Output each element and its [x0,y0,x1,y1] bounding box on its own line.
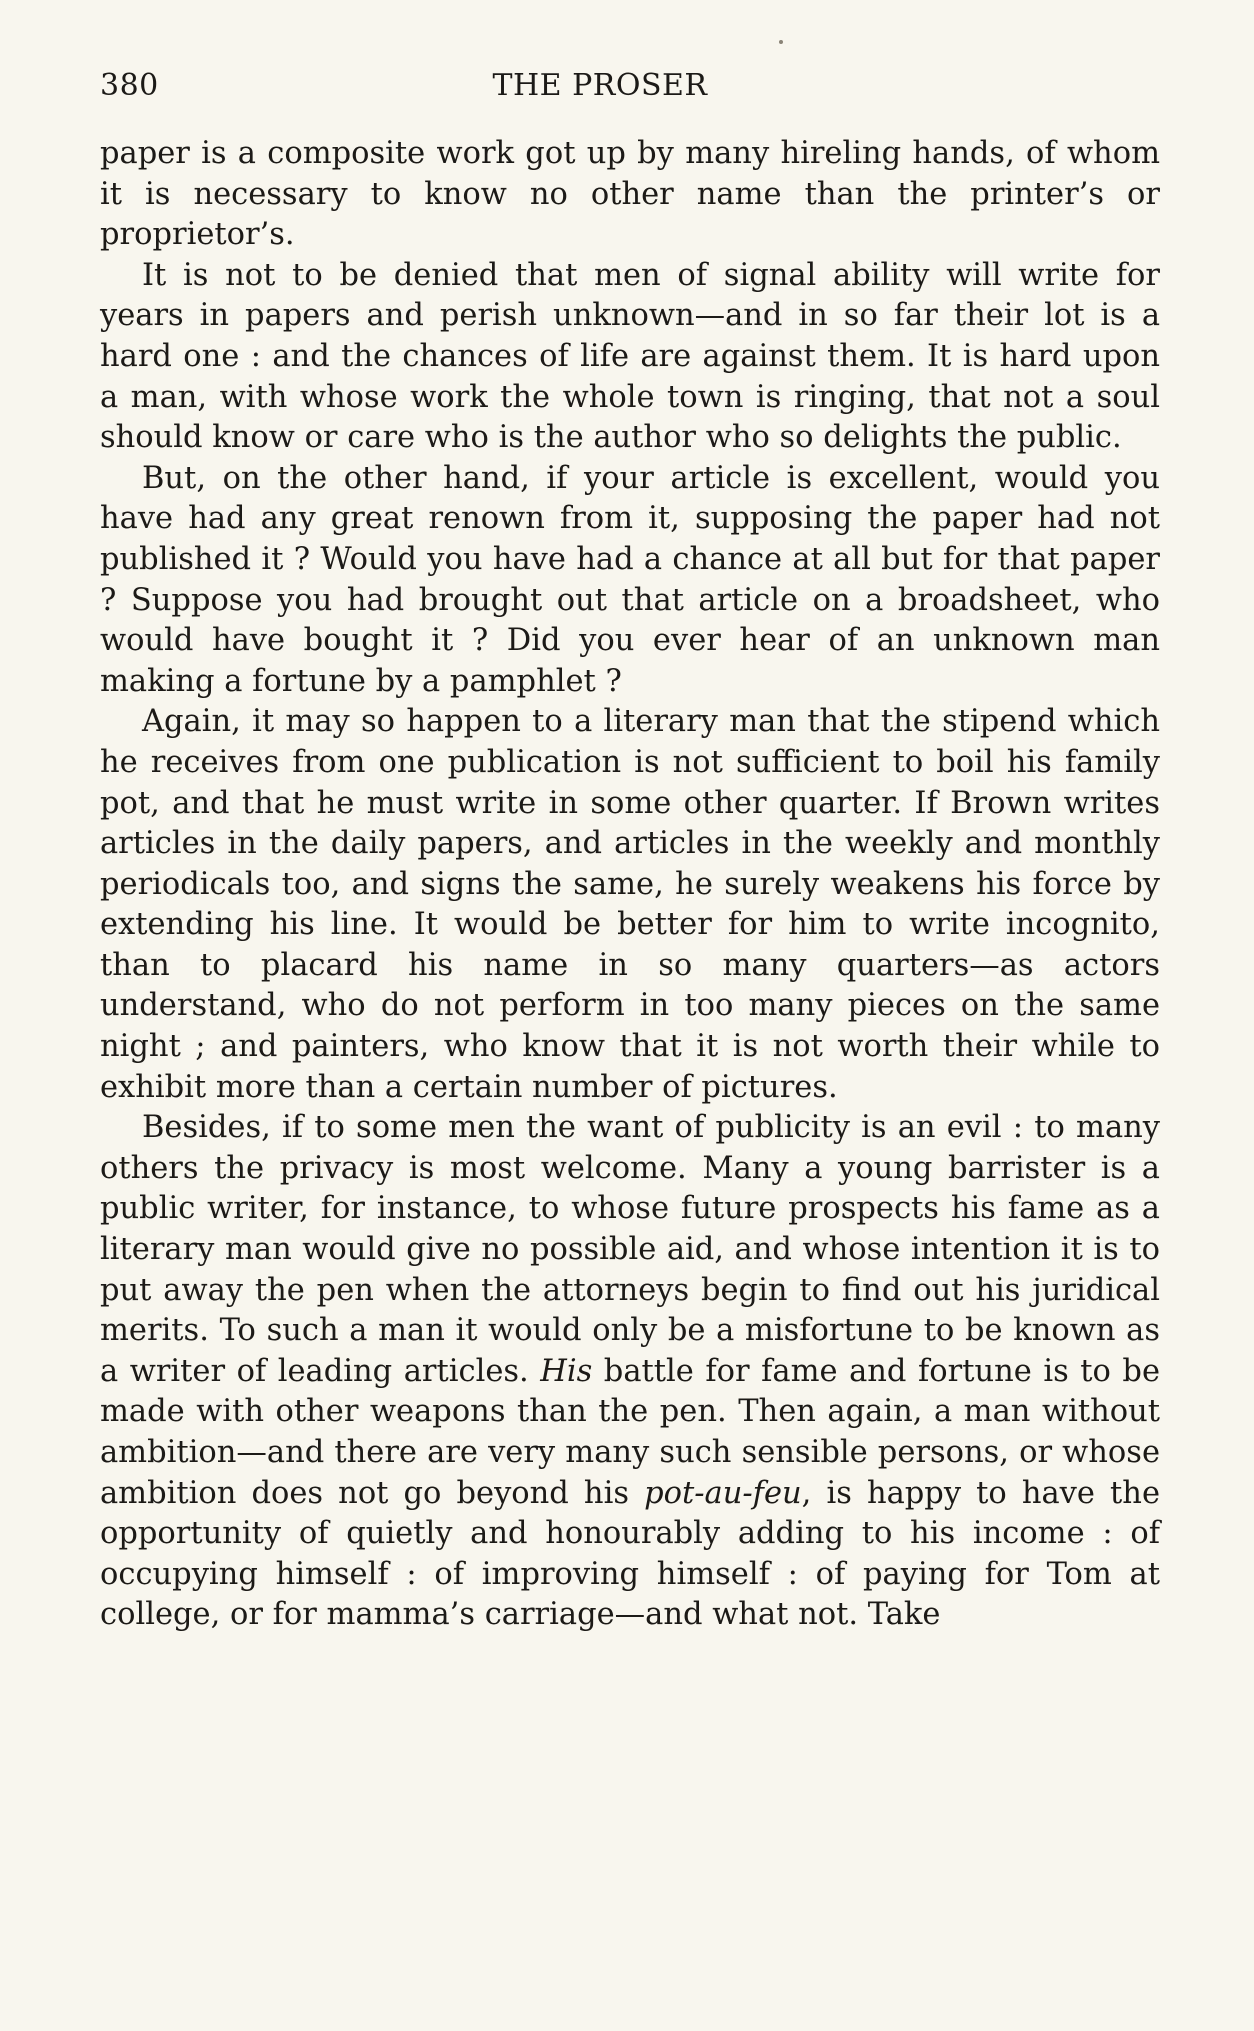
paragraph-4: Again, it may so happen to a literary man that the stipend which he receives from one publication is not sufficient to boil his family pot, and that he must write in some other quarter. If Brown writes articles in the daily papers, and articles in the weekly and monthly periodicals too, and signs the same, he surely weakens his force by extending his line. It would be better for him to write incognito, than to placard his name in so many quarters—as actors understand, who do not perform in too many pieces on the same night ; and painters, who know that it is not worth their while to exhibit more than a certain number of pictures. [100,704,1160,1105]
paragraph-5-part-1: Besides, if to some men the want of publicity is an evil : to many others the privacy is most welcome. Many a young barrister is a public writer, for instance, to whose future prospects his fame as a literary man would give no possible aid, and whose intention it is to put away the pen when the attorneys begin to find out his juridical merits. To such a man it would only be a misfortune to be known as a writer of leading articles. [100,1110,1160,1389]
running-head [100,60,1160,110]
body-text [100,134,1160,1636]
paragraph-5-part-2: battle for fame and fortune is to be made with other weapons than the pen. Then again, a man without ambition—and there are very many such sensible persons, or whose ambition does not go beyond his [100,1353,1160,1511]
print-speck [779,40,783,44]
italic-his: His [540,1353,593,1389]
paragraph-2: It is not to be denied that men of signal ability will write for years in papers and perish unknown—and in so far their lot is a hard one : and the chances of life are against them. It is hard upon a man, with whose work the whole town is ringing, that not a soul should know or care who is the author who so delights the public. [100,257,1160,456]
running-title: THE PROSER [492,68,708,103]
paragraph-5-part-3: , is happy to have the opportunity of quietly and honourably adding to his income : of occupying himself : of improving himself : of paying for Tom at college, or for mamma’s carriage—and what not. Take [100,1475,1160,1633]
page-number: 380 [100,68,159,103]
paragraph-1: paper is a composite work got up by many hireling hands, of whom it is necessary to know no other name than the printer’s or proprietor’s. [100,136,1160,253]
paragraph-3: But, on the other hand, if your article is excellent, would you have had any great renown from it, supposing the paper had not published it ? Would you have had a chance at all but for that paper ? Suppose you had brought out that article on a broadsheet, who would have bought it ? Did you ever hear of an unknown man making a fortune by a pamphlet ? [100,460,1160,699]
italic-pot-au-feu: pot-au-feu [644,1475,802,1511]
paragraph-5 [100,1108,1160,1636]
book-page [100,60,1160,1636]
